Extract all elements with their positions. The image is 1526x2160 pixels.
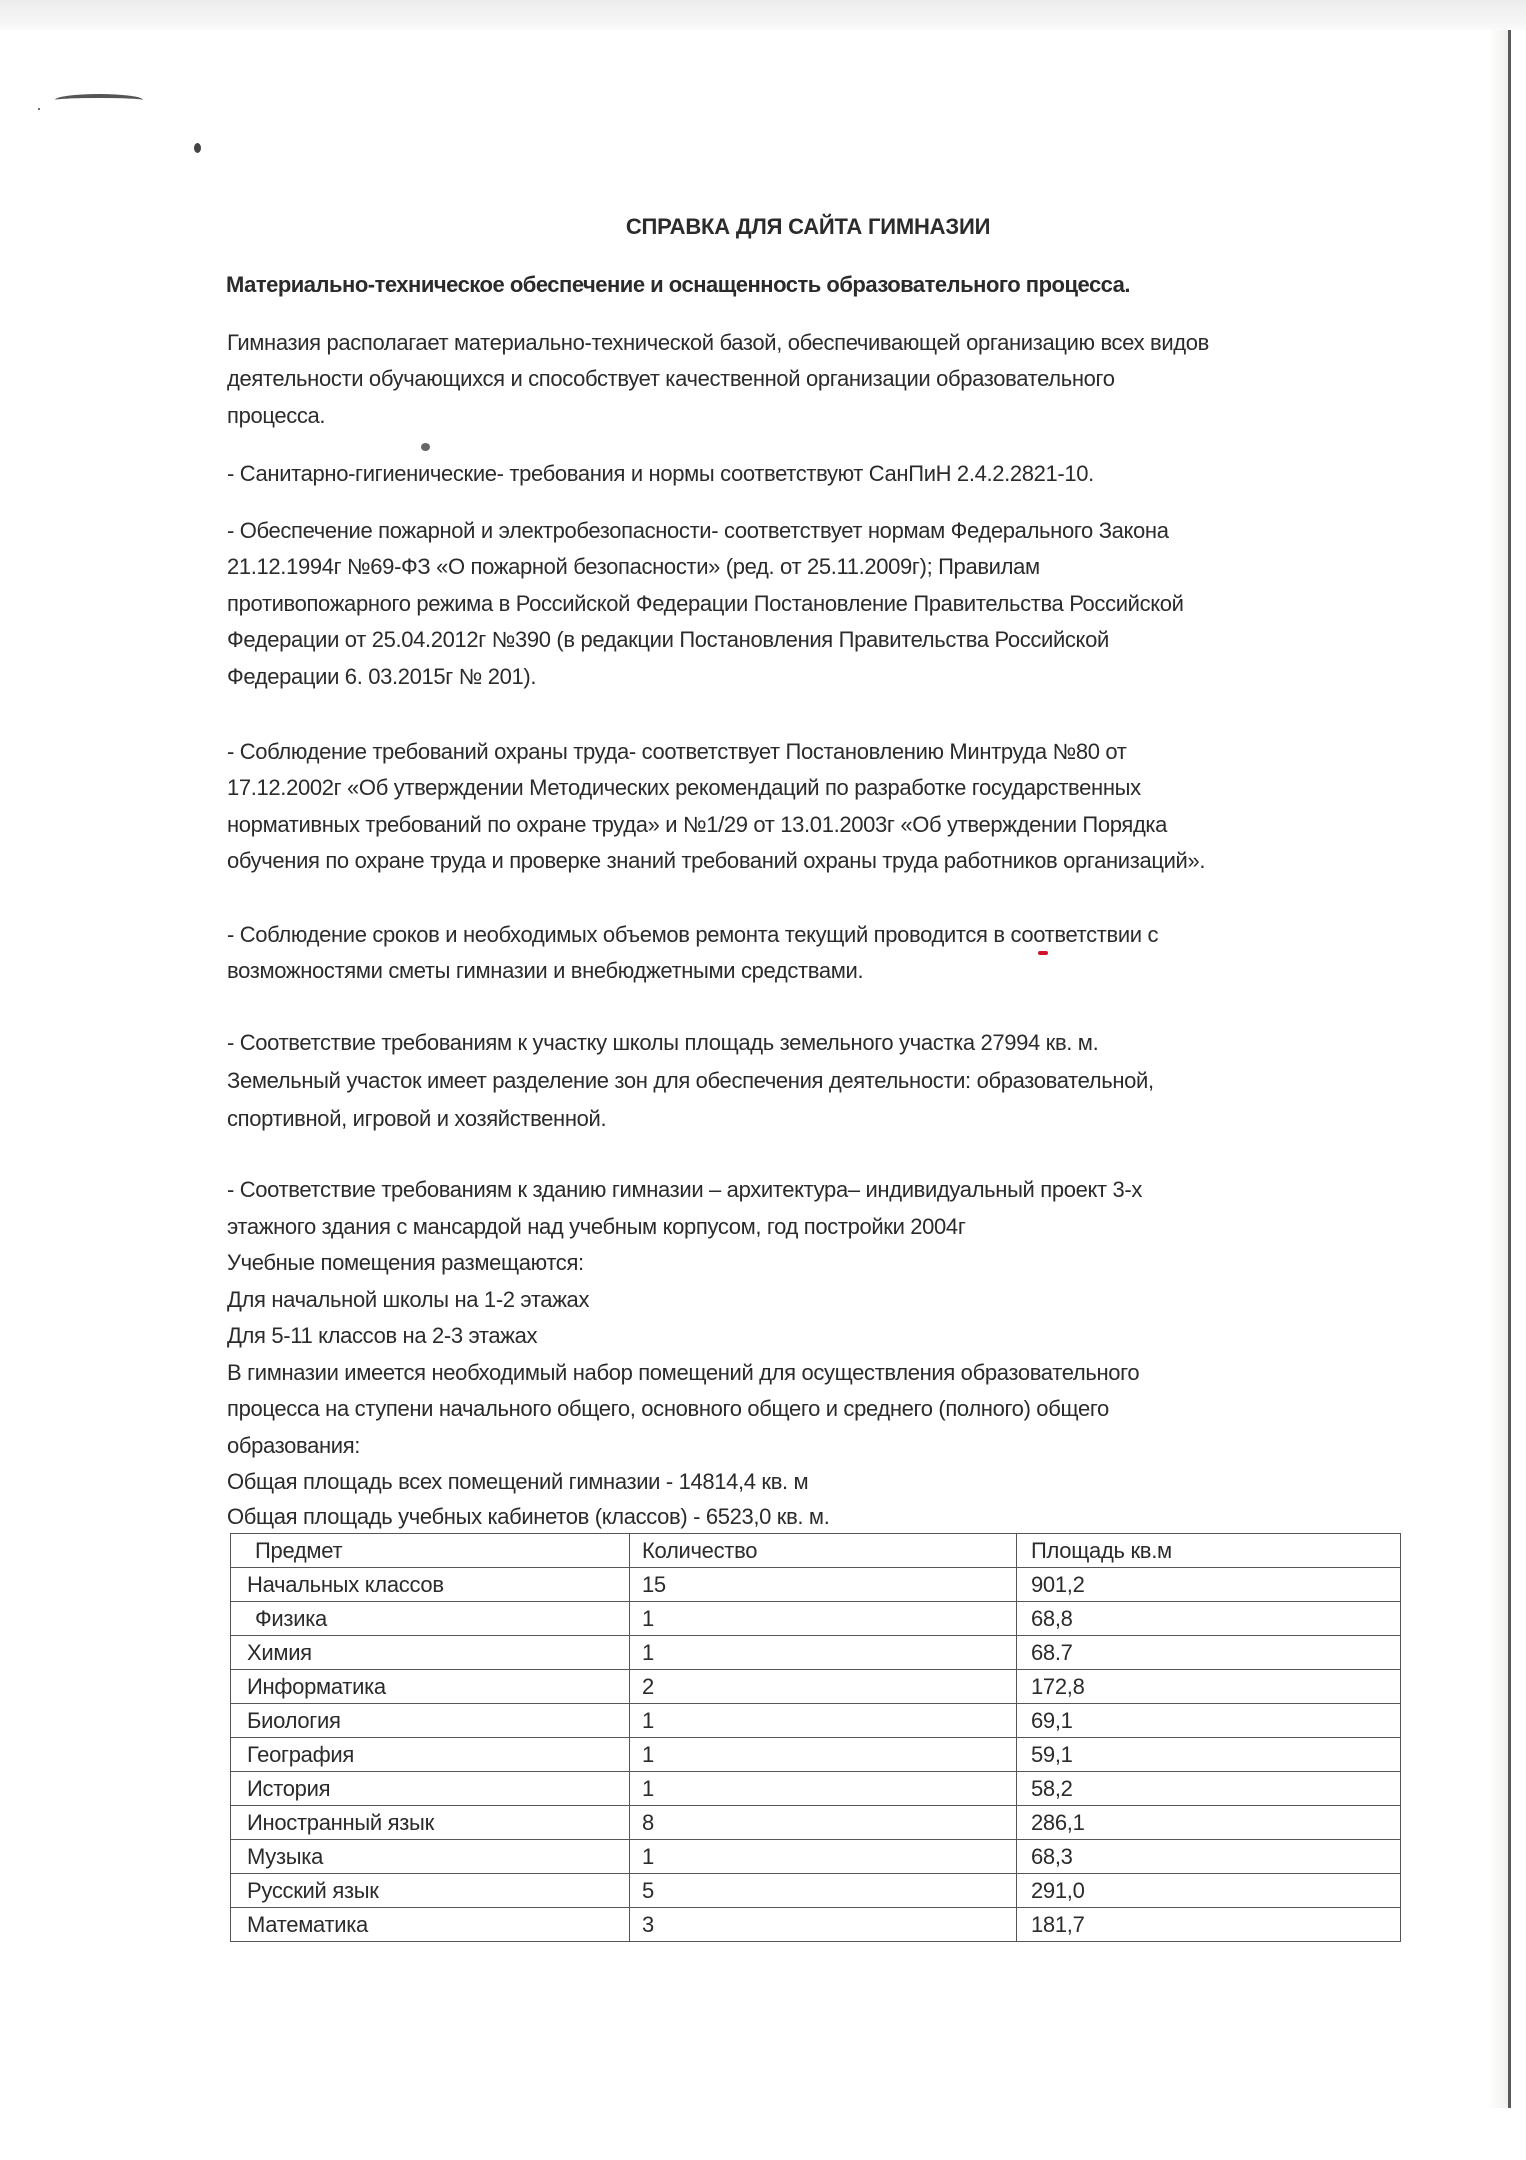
table-row bbox=[231, 1840, 1401, 1874]
table-row bbox=[231, 1602, 1401, 1636]
fire-safety-line: Федерации 6. 03.2015г № 201). bbox=[227, 664, 537, 689]
cell-subject: Биология bbox=[231, 1704, 630, 1738]
cell-count: 1 bbox=[630, 1738, 1017, 1772]
header-subject: Предмет bbox=[231, 1534, 630, 1568]
cell-subject: Химия bbox=[231, 1636, 630, 1670]
scan-edge-shadow bbox=[1488, 30, 1508, 2108]
classrooms-area-line: Общая площадь учебных кабинетов (классов) - 6523,0 кв. м. bbox=[227, 1504, 830, 1529]
cell-area: 68,8 bbox=[1017, 1602, 1401, 1636]
cell-subject: Информатика bbox=[231, 1670, 630, 1704]
table-row bbox=[231, 1908, 1401, 1942]
cell-area: 68.7 bbox=[1017, 1636, 1401, 1670]
cell-count: 1 bbox=[630, 1772, 1017, 1806]
cell-area: 901,2 bbox=[1017, 1568, 1401, 1602]
document-title: СПРАВКА ДЛЯ САЙТА ГИМНАЗИИ bbox=[625, 214, 991, 239]
pen-stroke-mark bbox=[55, 94, 143, 106]
repairs-line: - Соблюдение сроков и необходимых объемов ремонта текущий проводится в соответствии с bbox=[227, 922, 1159, 947]
building-line: процесса на ступени начального общего, основного общего и среднего (полного) общего bbox=[227, 1396, 1109, 1421]
cell-subject: Музыка bbox=[231, 1840, 630, 1874]
fire-safety-line: Федерации от 25.04.2012г №390 (в редакции Постановления Правительства Российской bbox=[227, 627, 1109, 652]
scan-top-band bbox=[0, 0, 1526, 30]
section-heading: Материально-техническое обеспечение и оснащенность образовательного процесса. bbox=[226, 272, 1131, 297]
table-row bbox=[231, 1874, 1401, 1908]
cell-count: 2 bbox=[630, 1670, 1017, 1704]
cell-count: 8 bbox=[630, 1806, 1017, 1840]
total-area-line: Общая площадь всех помещений гимназии - 14814,4 кв. м bbox=[227, 1469, 809, 1494]
cell-count: 1 bbox=[630, 1840, 1017, 1874]
cell-subject: Иностранный язык bbox=[231, 1806, 630, 1840]
cell-subject: Начальных классов bbox=[231, 1568, 630, 1602]
table-row bbox=[231, 1636, 1401, 1670]
scan-page-edge bbox=[1508, 30, 1511, 2108]
cell-area: 291,0 bbox=[1017, 1874, 1401, 1908]
labor-safety-line: 17.12.2002г «Об утверждении Методических рекомендаций по разработке государственных bbox=[227, 775, 1141, 800]
cell-area: 181,7 bbox=[1017, 1908, 1401, 1942]
cell-area: 172,8 bbox=[1017, 1670, 1401, 1704]
cell-count: 1 bbox=[630, 1602, 1017, 1636]
building-line: Учебные помещения размещаются: bbox=[227, 1250, 584, 1275]
building-line: Для начальной школы на 1-2 этажах bbox=[227, 1287, 590, 1312]
classrooms-table bbox=[230, 1533, 1401, 1942]
land-line: Земельный участок имеет разделение зон для обеспечения деятельности: образовательной, bbox=[227, 1068, 1154, 1093]
cell-count: 3 bbox=[630, 1908, 1017, 1942]
header-area: Площадь кв.м bbox=[1017, 1534, 1401, 1568]
building-line: Для 5-11 классов на 2-3 этажах bbox=[227, 1323, 538, 1348]
land-line: спортивной, игровой и хозяйственной. bbox=[227, 1106, 607, 1131]
cell-subject: Русский язык bbox=[231, 1874, 630, 1908]
table-row bbox=[231, 1772, 1401, 1806]
intro-line: деятельности обучающихся и способствует качественной организации образовательного bbox=[227, 366, 1115, 391]
repairs-line: возможностями сметы гимназии и внебюджетными средствами. bbox=[227, 958, 864, 983]
cell-count: 1 bbox=[630, 1704, 1017, 1738]
cell-count: 1 bbox=[630, 1636, 1017, 1670]
table-row bbox=[231, 1806, 1401, 1840]
red-ink-mark bbox=[1038, 951, 1048, 955]
fire-safety-line: противопожарного режима в Российской Федерации Постановление Правительства Российской bbox=[227, 591, 1184, 616]
building-line: - Соответствие требованиям к зданию гимназии – архитектура– индивидуальный проект 3-х bbox=[227, 1177, 1142, 1202]
cell-count: 15 bbox=[630, 1568, 1017, 1602]
intro-line: Гимназия располагает материально-технической базой, обеспечивающей организацию всех видов bbox=[227, 330, 1209, 355]
fire-safety-line: - Обеспечение пожарной и электробезопасности- соответствует нормам Федерального Закона bbox=[227, 518, 1169, 543]
building-line: образования: bbox=[227, 1433, 361, 1458]
cell-area: 68,3 bbox=[1017, 1840, 1401, 1874]
cell-count: 5 bbox=[630, 1874, 1017, 1908]
intro-line: процесса. bbox=[227, 403, 326, 428]
building-line: В гимназии имеется необходимый набор помещений для осуществления образовательного bbox=[227, 1360, 1140, 1385]
labor-safety-line: обучения по охране труда и проверке знаний требований охраны труда работников организаций». bbox=[227, 848, 1206, 873]
cell-subject: Физика bbox=[231, 1602, 630, 1636]
table-row bbox=[231, 1670, 1401, 1704]
cell-area: 59,1 bbox=[1017, 1738, 1401, 1772]
building-line: этажного здания с мансардой над учебным корпусом, год постройки 2004г bbox=[227, 1214, 966, 1239]
ink-speck bbox=[194, 143, 201, 153]
cell-subject: География bbox=[231, 1738, 630, 1772]
cell-subject: Математика bbox=[231, 1908, 630, 1942]
table-row bbox=[231, 1738, 1401, 1772]
sanitary-line: - Санитарно-гигиенические- требования и нормы соответствуют СанПиН 2.4.2.2821-10. bbox=[227, 461, 1094, 486]
ink-speck bbox=[38, 108, 40, 110]
table-row bbox=[231, 1704, 1401, 1738]
header-count: Количество bbox=[630, 1534, 1017, 1568]
labor-safety-line: нормативных требований по охране труда» и №1/29 от 13.01.2003г «Об утверждении Порядка bbox=[227, 812, 1168, 837]
land-line: - Соответствие требованиям к участку школы площадь земельного участка 27994 кв. м. bbox=[227, 1030, 1099, 1055]
ink-speck bbox=[421, 443, 430, 451]
table-row bbox=[231, 1568, 1401, 1602]
cell-subject: История bbox=[231, 1772, 630, 1806]
fire-safety-line: 21.12.1994г №69-ФЗ «О пожарной безопасности» (ред. от 25.11.2009г); Правилам bbox=[227, 554, 1040, 579]
table-header-row bbox=[231, 1534, 1401, 1568]
labor-safety-line: - Соблюдение требований охраны труда- соответствует Постановлению Минтруда №80 от bbox=[227, 739, 1127, 764]
cell-area: 58,2 bbox=[1017, 1772, 1401, 1806]
cell-area: 286,1 bbox=[1017, 1806, 1401, 1840]
cell-area: 69,1 bbox=[1017, 1704, 1401, 1738]
